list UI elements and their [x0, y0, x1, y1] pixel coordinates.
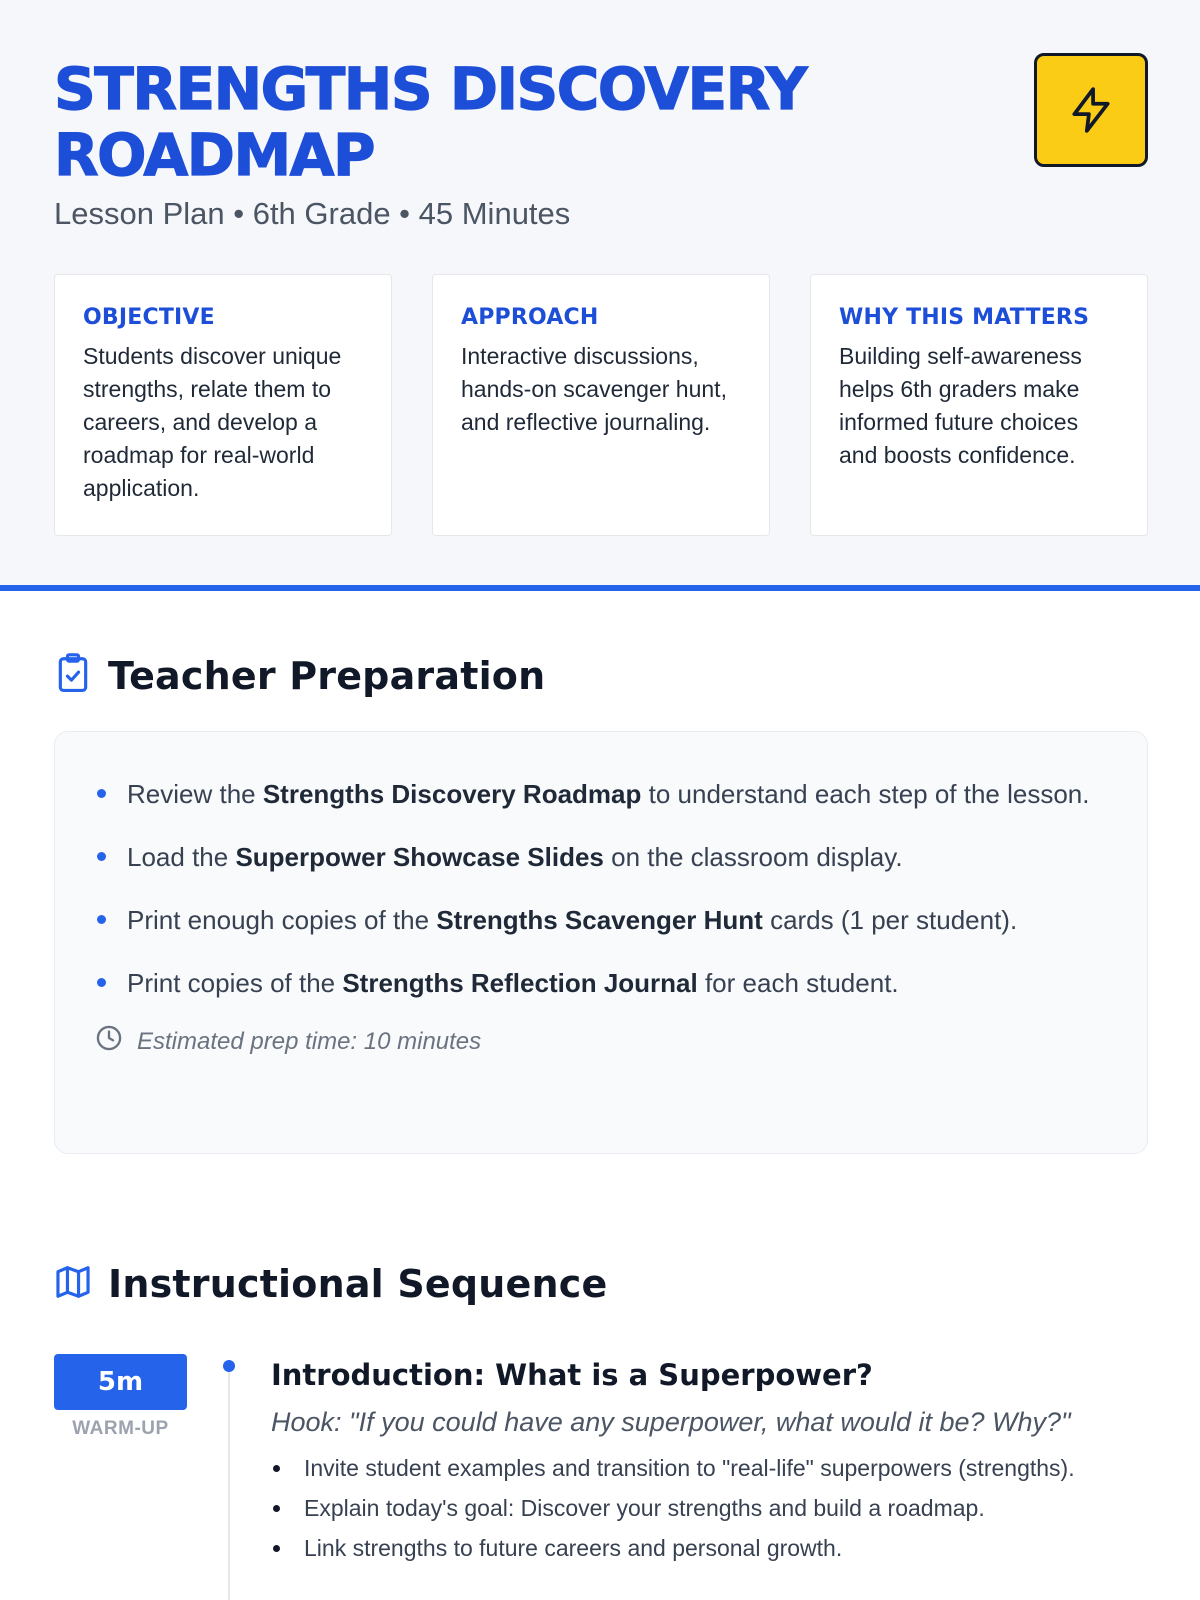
- card-text: Interactive discussions, hands-on scavenger hunt, and reflective journaling.: [461, 343, 727, 435]
- list-item: Load the Superpower Showcase Slides on the classroom display.: [95, 835, 1107, 879]
- sequence-step: [271, 1355, 1170, 1568]
- list-item: Review the Strengths Discovery Roadmap to understand each step of the lesson.: [95, 772, 1107, 816]
- list-item: Invite student examples and transition to "real-life" superpowers (strengths).: [271, 1448, 1170, 1488]
- prep-time-note: [95, 1024, 1107, 1059]
- phase-label: WARM-UP: [72, 1418, 169, 1439]
- card-label: WHY THIS MATTERS: [839, 305, 1090, 330]
- page-title: STRENGTHS DISCOVERY ROADMAP: [54, 55, 807, 189]
- list-item: Print enough copies of the Strengths Scavenger Hunt cards (1 per student).: [95, 898, 1107, 942]
- map-icon: [54, 1263, 92, 1306]
- list-item: Link strengths to future careers and personal growth.: [271, 1528, 1170, 1568]
- timeline-dot: [223, 1360, 235, 1372]
- step-hook: Hook: "If you could have any superpower, what would it be? Why?": [271, 1407, 1071, 1437]
- why-this-matters-card: [810, 274, 1148, 536]
- section-title: Teacher Preparation: [108, 653, 546, 698]
- list-item: Explain today's goal: Discover your strengths and build a roadmap.: [271, 1488, 1170, 1528]
- section-title: Instructional Sequence: [108, 1262, 608, 1306]
- timeline-line: [228, 1372, 230, 1600]
- step-bullets: [271, 1448, 1170, 1568]
- preparation-panel: [54, 731, 1148, 1154]
- teacher-preparation-heading: [54, 652, 545, 699]
- list-item: Print copies of the Strengths Reflection Journal for each student.: [95, 961, 1107, 1005]
- prep-time-text: Estimated prep time: 10 minutes: [137, 1027, 482, 1055]
- instructional-sequence-heading: [54, 1262, 607, 1306]
- lesson-header: [0, 0, 1200, 591]
- clock-icon: [95, 1024, 123, 1059]
- lightning-bolt-icon: [1034, 53, 1148, 167]
- card-text: Building self-awareness helps 6th graders make informed future choices and boosts confidence.: [839, 343, 1082, 468]
- approach-card: [432, 274, 770, 536]
- card-text: Students discover unique strengths, relate them to careers, and develop a roadmap for real-world application.: [83, 343, 342, 501]
- clipboard-check-icon: [54, 652, 92, 699]
- summary-cards: [54, 274, 1148, 536]
- objective-card: [54, 274, 392, 536]
- card-label: OBJECTIVE: [83, 305, 215, 330]
- step-title: Introduction: What is a Superpower?: [271, 1358, 873, 1392]
- lesson-subtitle: Lesson Plan • 6th Grade • 45 Minutes: [54, 196, 571, 231]
- duration-badge: 5m: [54, 1354, 187, 1410]
- preparation-list: [95, 772, 1107, 1005]
- card-label: APPROACH: [461, 305, 599, 330]
